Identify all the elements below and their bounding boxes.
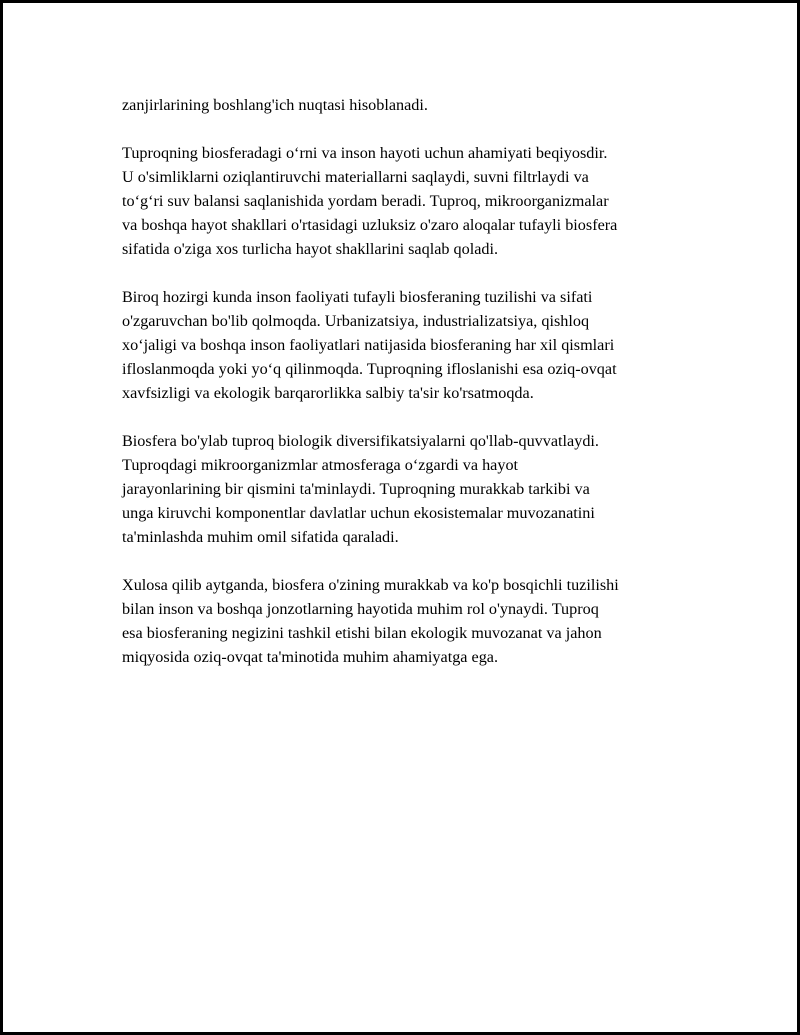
text-line: unga kiruvchi komponentlar davlatlar uchun ekosistemalar muvozanatini: [122, 504, 595, 522]
text-line: xoʻjaligi va boshqa inson faoliyatlari natijasida biosferaning har xil qismlari: [122, 336, 615, 354]
document-body: [122, 93, 692, 693]
text-line: xavfsizligi va ekologik barqarorlikka salbiy ta'sir ko'rsatmoqda.: [122, 384, 534, 402]
text-line: esa biosferaning negizini tashkil etishi bilan ekologik muvozanat va jahon: [122, 624, 602, 642]
text-line: Tuproqning biosferadagi oʻrni va inson hayoti uchun ahamiyati beqiyosdir.: [122, 144, 608, 162]
paragraph: [122, 141, 692, 261]
text-line: Tuproqdagi mikroorganizmlar atmosferaga oʻzgardi va hayot: [122, 456, 519, 474]
text-line: miqyosida oziq-ovqat ta'minotida muhim ahamiyatga ega.: [122, 648, 499, 666]
text-line: o'zgaruvchan bo'lib qolmoqda. Urbanizatsiya, industrializatsiya, qishloq: [122, 312, 590, 330]
text-line: Xulosa qilib aytganda, biosfera o'zining murakkab va ko'p bosqichli tuzilishi: [122, 576, 619, 594]
text-line: ta'minlashda muhim omil sifatida qaraladi.: [122, 528, 399, 546]
paragraph: [122, 429, 692, 549]
text-line: jarayonlarining bir qismini ta'minlaydi. Tuproqning murakkab tarkibi va: [122, 480, 590, 498]
text-line: Biosfera bo'ylab tuproq biologik diversifikatsiyalarni qo'llab-quvvatlaydi.: [122, 432, 599, 450]
text-line: zanjirlarining boshlang'ich nuqtasi hisoblanadi.: [122, 96, 428, 114]
text-line: va boshqa hayot shakllari o'rtasidagi uzluksiz o'zaro aloqalar tufayli biosfera: [122, 216, 618, 234]
text-line: toʻgʻri suv balansi saqlanishida yordam beradi. Tuproq, mikroorganizmalar: [122, 192, 609, 210]
text-line: ifloslanmoqda yoki yoʻq qilinmoqda. Tuproqning ifloslanishi esa oziq-ovqat: [122, 360, 617, 378]
text-line: Biroq hozirgi kunda inson faoliyati tufayli biosferaning tuzilishi va sifati: [122, 288, 593, 306]
paragraph: [122, 573, 692, 669]
text-line: sifatida o'ziga xos turlicha hayot shakllarini saqlab qoladi.: [122, 240, 499, 258]
text-line: bilan inson va boshqa jonzotlarning hayotida muhim rol o'ynaydi. Tuproq: [122, 600, 599, 618]
paragraph: [122, 93, 692, 117]
paragraph: [122, 285, 692, 405]
text-line: U o'simliklarni oziqlantiruvchi materiallarni saqlaydi, suvni filtrlaydi va: [122, 168, 589, 186]
